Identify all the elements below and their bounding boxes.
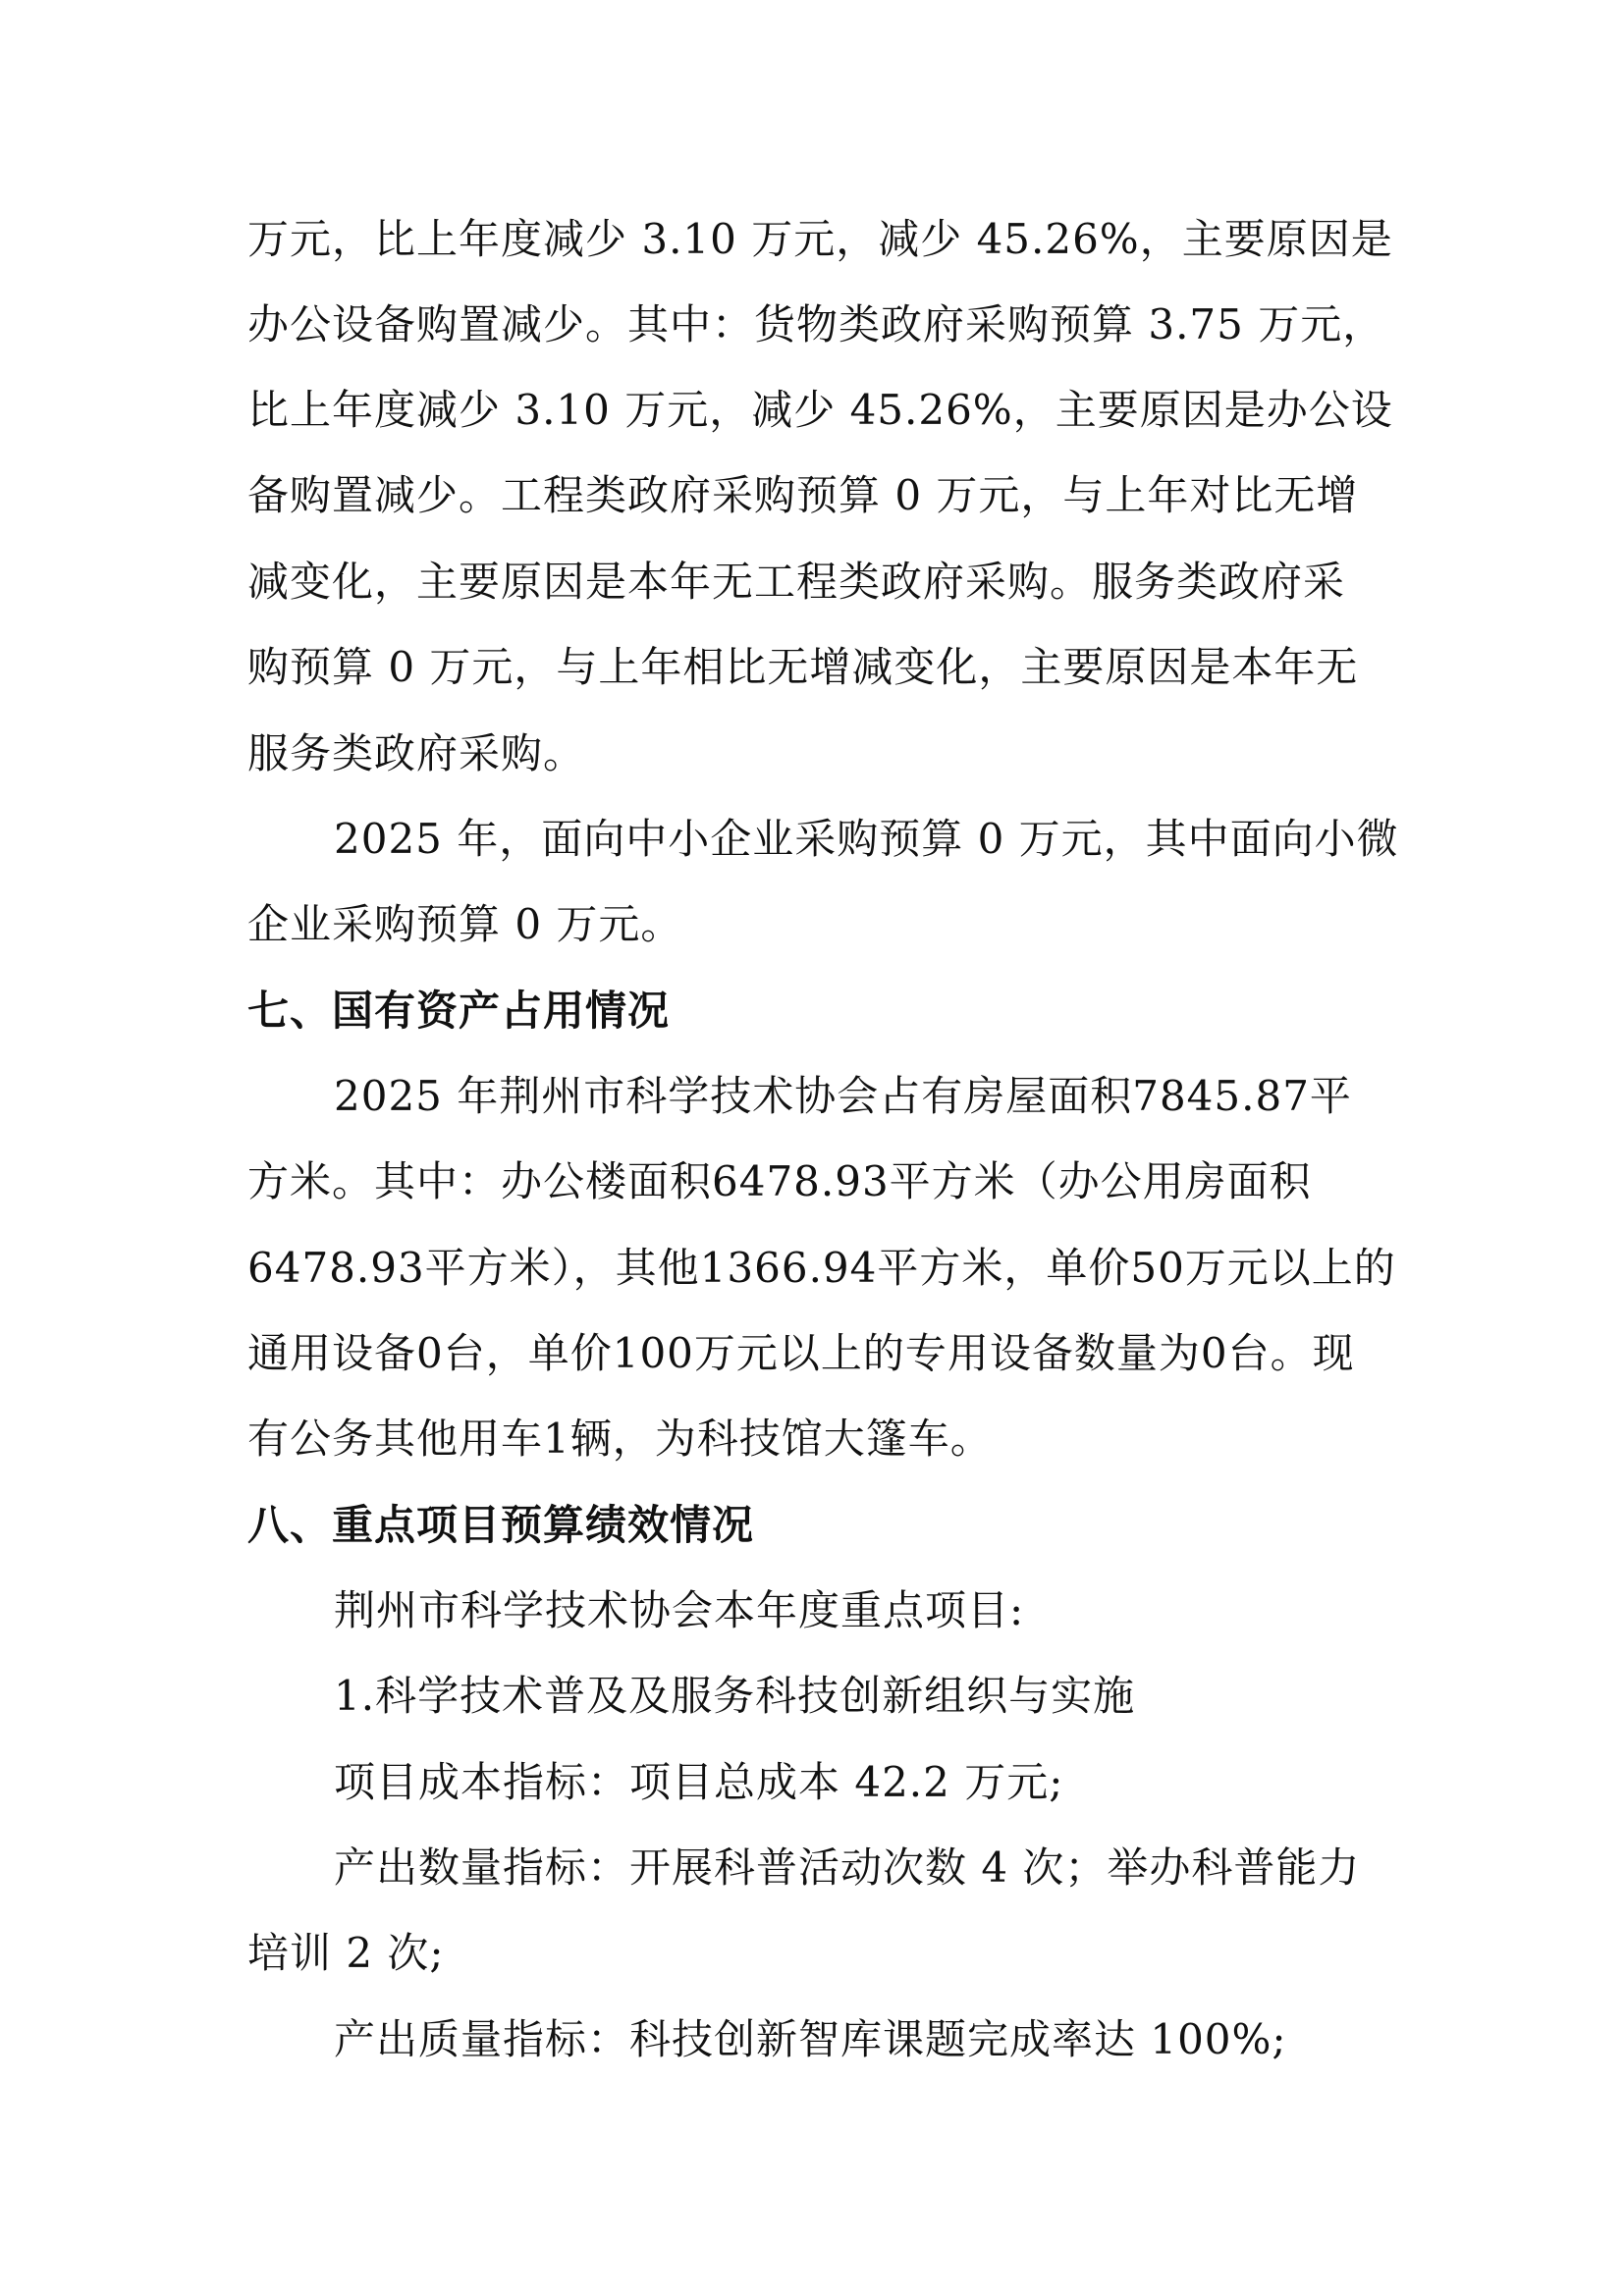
text-line: 2025 年，面向中小企业采购预算 0 万元，其中面向小微 [334, 815, 1399, 863]
text-line: 万元，比上年度减少 3.10 万元，减少 45.26%，主要原因是 [247, 215, 1393, 263]
text-line: 购预算 0 万元，与上年相比无增减变化，主要原因是本年无 [247, 643, 1359, 691]
text-line: 培训 2 次; [247, 1929, 445, 1977]
text-line: 有公务其他用车1辆，为科技馆大篷车。 [247, 1415, 993, 1463]
output-quality-indicator: 产出质量指标：科技创新智库课题完成率达 100%; [334, 2015, 1287, 2063]
output-quantity-indicator: 产出数量指标：开展科普活动次数 4 次；举办科普能力 [334, 1843, 1361, 1892]
text-line: 服务类政府采购。 [247, 729, 586, 777]
section-heading-projects: 八、重点项目预算绩效情况 [247, 1501, 755, 1549]
text-line: 2025 年荆州市科学技术协会占有房屋面积7845.87平 [334, 1072, 1352, 1120]
text-line: 企业采购预算 0 万元。 [247, 900, 683, 948]
text-line: 办公设备购置减少。其中：货物类政府采购预算 3.75 万元， [247, 300, 1385, 348]
project-title: 1.科学技术普及及服务科技创新组织与实施 [334, 1672, 1136, 1720]
text-line: 6478.93平方米），其他1366.94平方米，单价50万元以上的 [247, 1244, 1396, 1292]
text-line: 比上年度减少 3.10 万元，减少 45.26%，主要原因是办公设 [247, 386, 1393, 434]
section-heading-assets: 七、国有资产占用情况 [247, 987, 671, 1035]
text-line: 备购置减少。工程类政府采购预算 0 万元，与上年对比无增 [247, 471, 1359, 519]
text-line: 减变化，主要原因是本年无工程类政府采购。服务类政府采 [247, 558, 1346, 606]
text-line: 方米。其中：办公楼面积6478.93平方米（办公用房面积 [247, 1157, 1312, 1205]
text-line: 通用设备0台，单价100万元以上的专用设备数量为0台。现 [247, 1329, 1355, 1377]
cost-indicator: 项目成本指标：项目总成本 42.2 万元; [334, 1758, 1064, 1806]
intro-line: 荆州市科学技术协会本年度重点项目: [334, 1586, 1025, 1634]
